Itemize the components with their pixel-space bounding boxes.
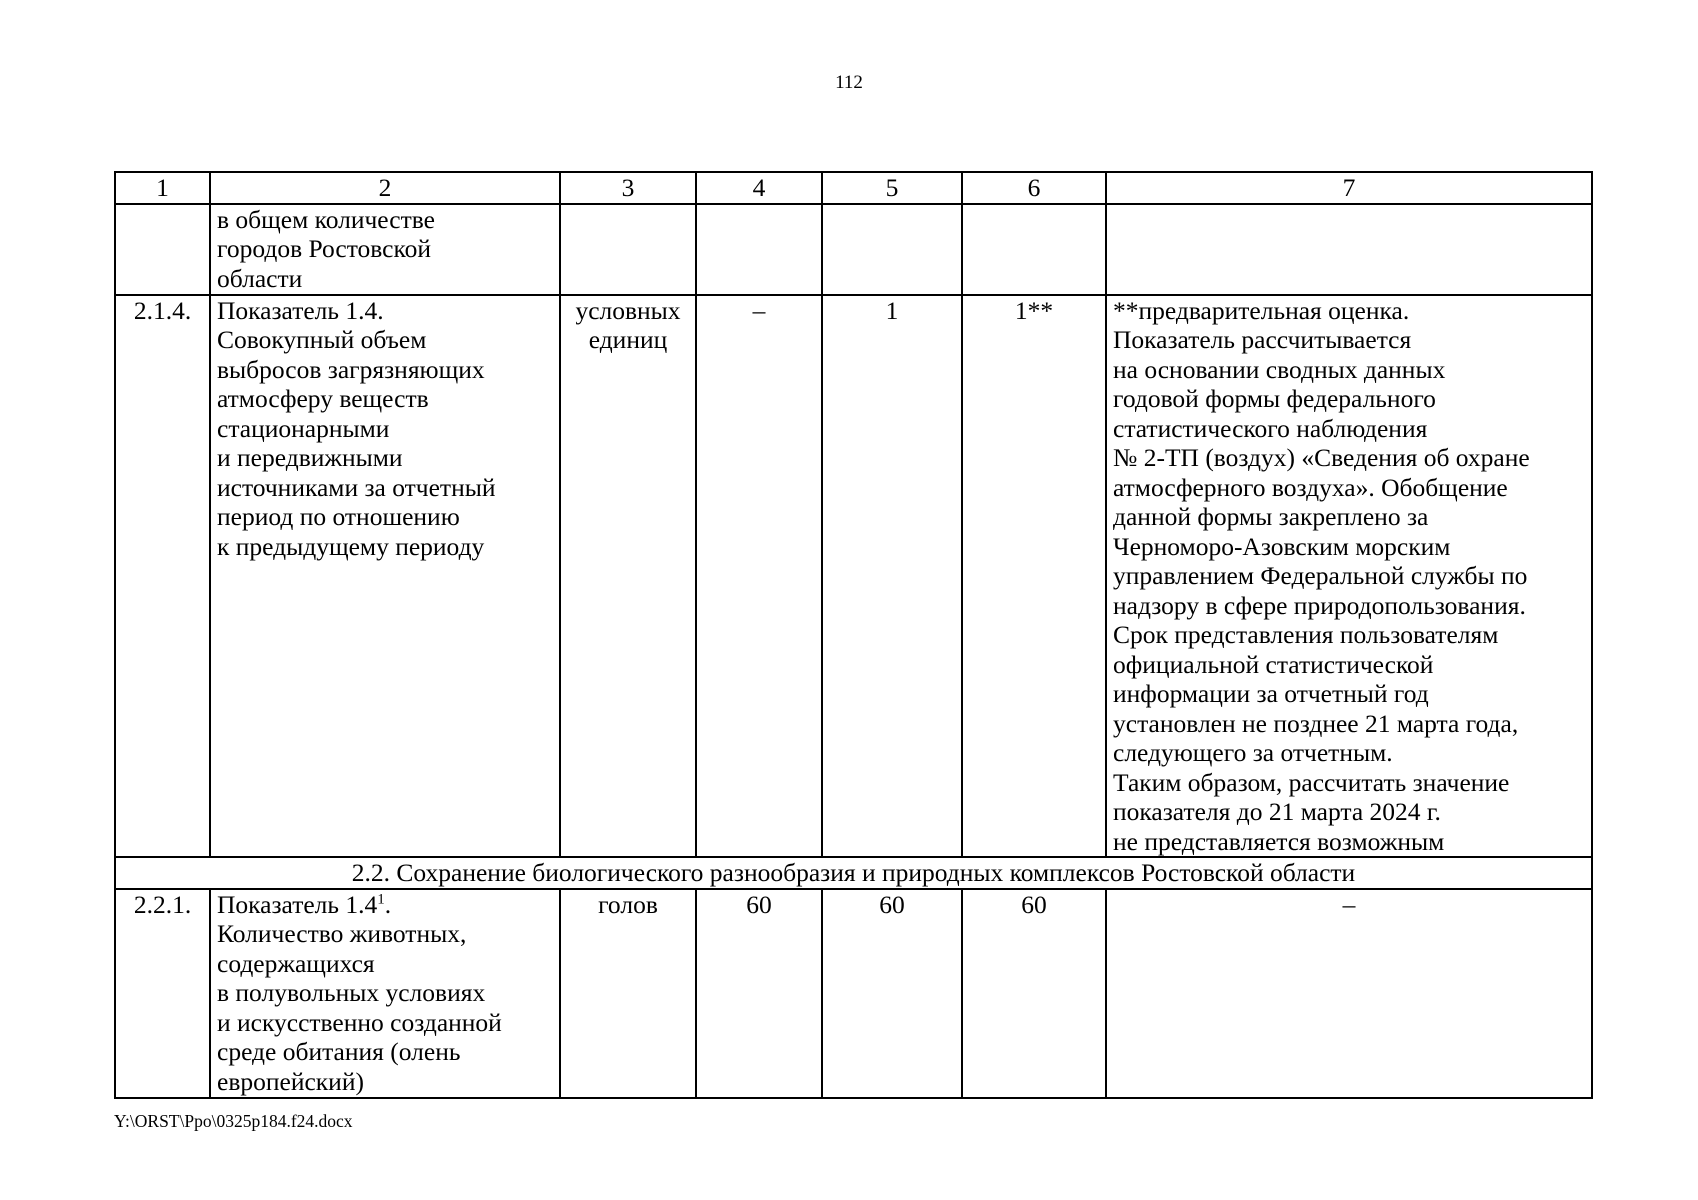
cont-name-cell: в общем количестве городов Ростовской области [210,204,560,295]
header-cell-2: 2 [210,172,560,204]
indicator-name-rest: Количество животных, содержащихся в полувольных условиях и искусственно созданной среде обитания (олень европейский) [217,919,502,1096]
table-row-continuation [115,204,1592,295]
footnote-mark: 1 [377,891,385,907]
row-num-cell: 2.1.4. [115,295,210,858]
row-num-cell: 2.2.1. [115,889,210,1098]
value-col6-cell: 1** [962,295,1106,858]
indicator-name-cell [210,889,560,1098]
table-row-2-2-1 [115,889,1592,1098]
unit-cell: голов [560,889,696,1098]
section-title: 2.2. Сохранение биологического разнообразия и природных комплексов Ростовской области [115,857,1592,889]
section-row-2-2 [115,857,1592,889]
cont-col6-cell [962,204,1106,295]
value-col5-cell: 60 [822,889,962,1098]
header-cell-5: 5 [822,172,962,204]
value-col6-cell: 60 [962,889,1106,1098]
header-cell-7: 7 [1106,172,1592,204]
footer-file-path: Y:\ORST\Ppo\0325p184.f24.docx [114,1111,353,1131]
cont-note-cell [1106,204,1592,295]
header-cell-6: 6 [962,172,1106,204]
table-header-row [115,172,1592,204]
cont-col5-cell [822,204,962,295]
header-cell-4: 4 [696,172,822,204]
note-cell: – [1106,889,1592,1098]
note-cell: **предварительная оценка. Показатель рассчитывается на основании сводных данных годовой формы федерального статистического наблюдения № 2-ТП (воздух) «Сведения об охране атмосферного воздуха». Обобщение данной формы закреплено за Черноморо-Азовским морским управлением Федеральной службы по надзору в сфере природопользования. Срок представления пользователям официальной статистической информации за отчетный год установлен не позднее 21 марта года, следующего за отчетным. Таким образом, рассчитать значение показателя до 21 марта 2024 г. не представляется возможным [1106,295,1592,858]
value-col5-cell: 1 [822,295,962,858]
table-row-2-1-4 [115,295,1592,858]
header-cell-3: 3 [560,172,696,204]
cont-col4-cell [696,204,822,295]
indicator-name-first-end: . [384,889,392,919]
cont-unit-cell [560,204,696,295]
indicator-name-first: Показатель 1.4 [217,889,378,919]
indicator-name-cell: Показатель 1.4. Совокупный объем выбросов загрязняющих атмосферу веществ стационарными и передвижными источниками за отчетный период по отношению к предыдущему периоду [210,295,560,858]
value-col4-cell: – [696,295,822,858]
page-number: 112 [835,72,863,93]
indicator-table [114,171,1593,1099]
unit-cell: условных единиц [560,295,696,858]
header-cell-1: 1 [115,172,210,204]
cont-num-cell [115,204,210,295]
value-col4-cell: 60 [696,889,822,1098]
